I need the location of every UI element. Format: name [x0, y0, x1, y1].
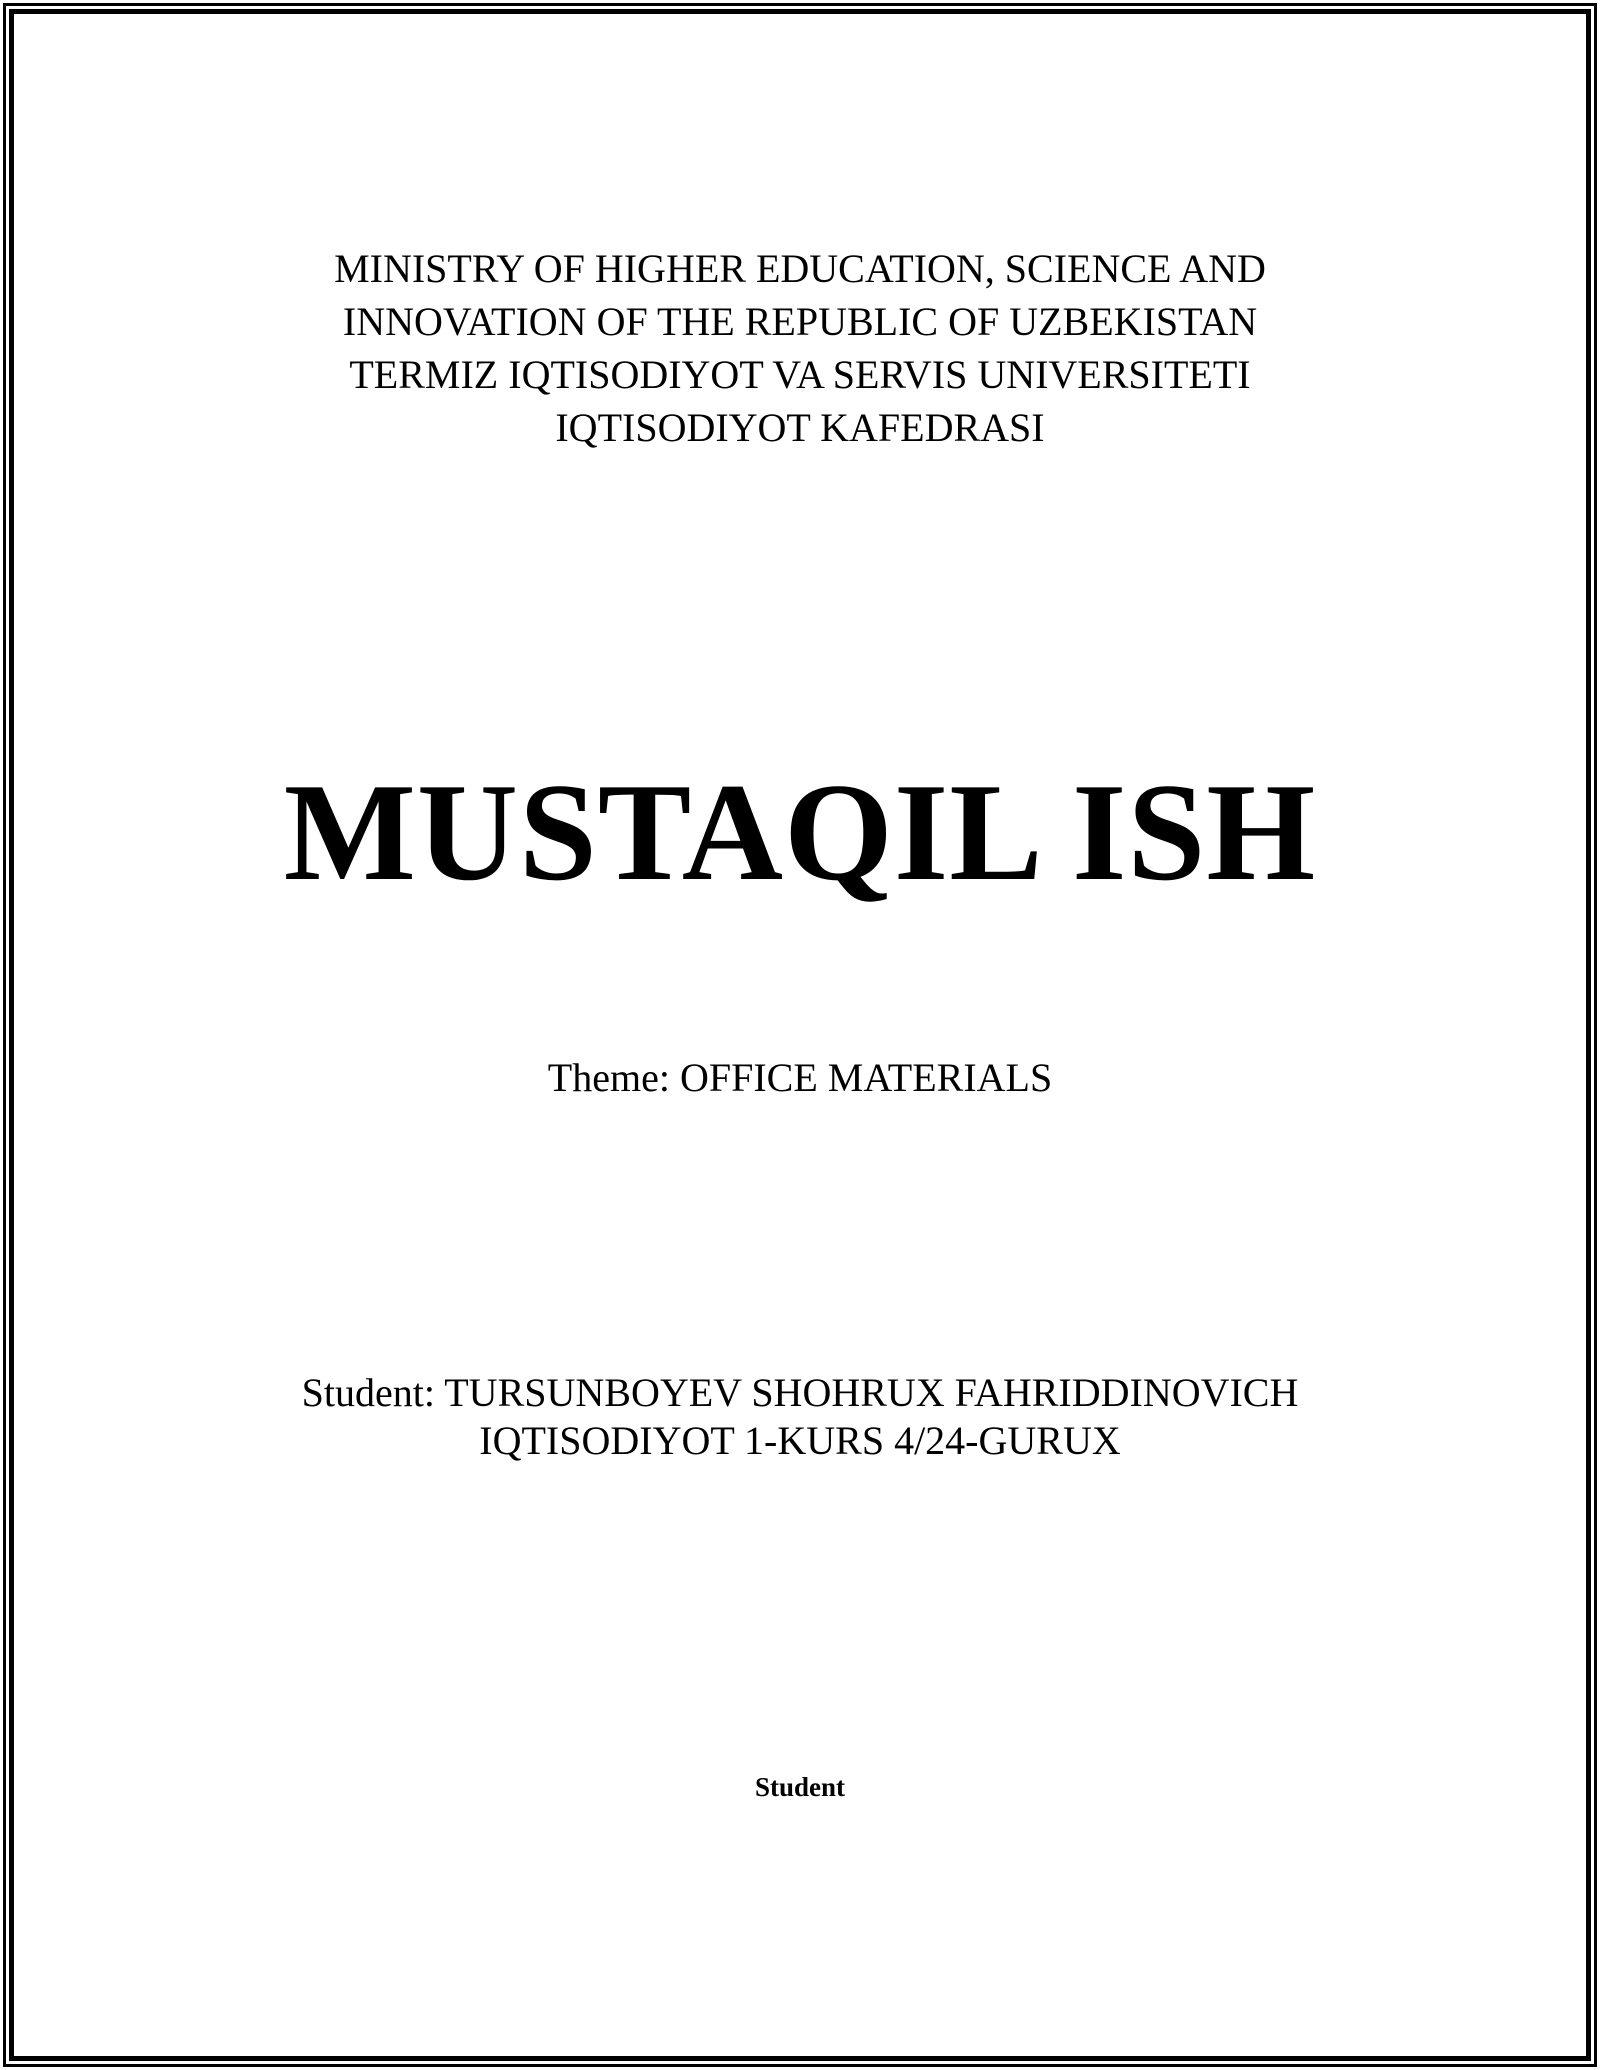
student-info	[60, 1369, 1540, 1465]
header-line-3: TERMIZ IQTISODIYOT VA SERVIS UNIVERSITETI	[349, 352, 1251, 397]
ministry-header	[60, 242, 1540, 454]
theme-line: Theme: OFFICE MATERIALS	[547, 1055, 1053, 1100]
student-line-1: Student: TURSUNBOYEV SHOHRUX FAHRIDDINOVICH	[301, 1370, 1299, 1415]
student-line-2: IQTISODIYOT 1-KURS 4/24-GURUX	[479, 1418, 1121, 1463]
footer-student-label: Student	[754, 1772, 846, 1802]
document-title: MUSTAQIL ISH	[283, 755, 1317, 910]
header-line-2: INNOVATION OF THE REPUBLIC OF UZBEKISTAN	[342, 299, 1258, 344]
header-line-4: IQTISODIYOT KAFEDRASI	[555, 405, 1045, 450]
header-line-1: MINISTRY OF HIGHER EDUCATION, SCIENCE AND	[334, 246, 1266, 291]
